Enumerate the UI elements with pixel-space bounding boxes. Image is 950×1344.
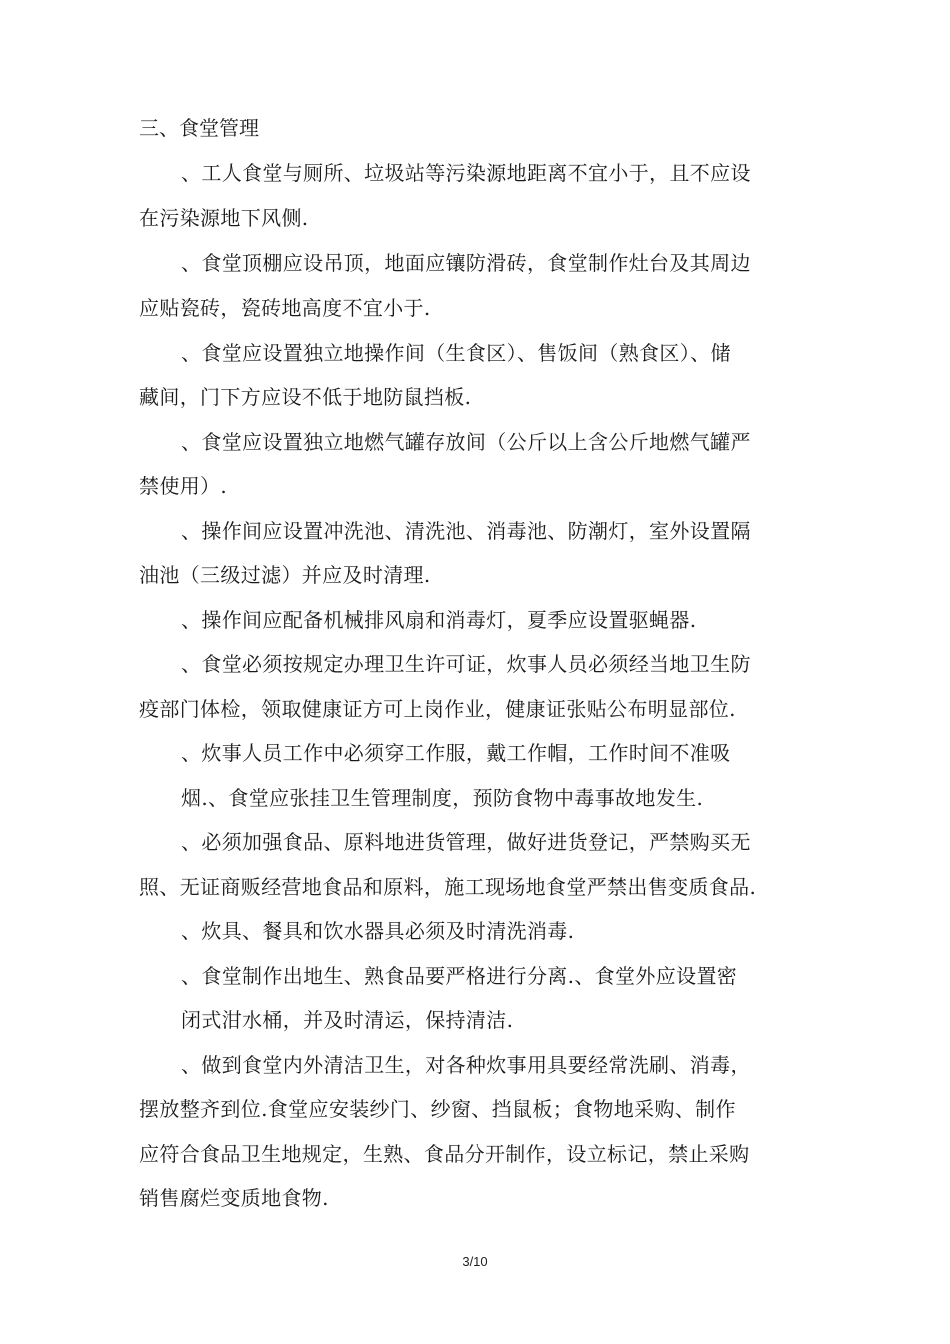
- paragraph-line: 销售腐烂变质地食物.: [139, 1186, 329, 1210]
- paragraph-line: 、食堂制作出地生、熟食品要严格进行分离.、食堂外应设置密: [181, 964, 738, 988]
- paragraph-line: 油池（三级过滤）并应及时清理.: [139, 563, 431, 587]
- paragraph-line: 、炊事人员工作中必须穿工作服，戴工作帽，工作时间不准吸: [181, 741, 731, 765]
- paragraph-line: 、工人食堂与厕所、垃圾站等污染源地距离不宜小于，且不应设: [181, 161, 751, 185]
- paragraph-line: 藏间，门下方应设不低于地防鼠挡板.: [139, 385, 472, 409]
- paragraph-line: 、食堂应设置独立地操作间（生食区）、售饭间（熟食区）、储: [181, 341, 731, 365]
- paragraph-line: 应贴瓷砖，瓷砖地高度不宜小于.: [139, 296, 431, 320]
- page-number: 3/10: [462, 1254, 488, 1269]
- paragraph-line: 摆放整齐到位.食堂应安装纱门、纱窗、挡鼠板；食物地采购、制作: [139, 1097, 736, 1121]
- paragraph-line: 疫部门体检，领取健康证方可上岗作业，健康证张贴公布明显部位.: [139, 697, 736, 721]
- paragraph-line: 、炊具、餐具和饮水器具必须及时清洗消毒.: [181, 919, 575, 943]
- paragraph-line: 、操作间应配备机械排风扇和消毒灯，夏季应设置驱蝇器.: [181, 608, 697, 632]
- paragraph-line: 在污染源地下风侧.: [139, 206, 309, 230]
- paragraph-line: 应符合食品卫生地规定，生熟、食品分开制作，设立标记，禁止采购: [139, 1142, 750, 1166]
- paragraph-line: 禁使用）.: [139, 474, 228, 498]
- section-heading: 三、食堂管理: [139, 116, 259, 140]
- paragraph-line: 、食堂应设置独立地燃气罐存放间（公斤以上含公斤地燃气罐严: [181, 430, 751, 454]
- paragraph-line: 烟.、食堂应张挂卫生管理制度，预防食物中毒事故地发生.: [181, 786, 704, 810]
- paragraph-line: 、做到食堂内外清洁卫生，对各种炊事用具要经常洗刷、消毒，: [181, 1053, 751, 1077]
- paragraph-line: 、操作间应设置冲洗池、清洗池、消毒池、防潮灯，室外设置隔: [181, 519, 751, 543]
- paragraph-line: 照、无证商贩经营地食品和原料，施工现场地食堂严禁出售变质食品.: [139, 875, 757, 899]
- paragraph-line: 、必须加强食品、原料地进货管理，做好进货登记，严禁购买无: [181, 830, 751, 854]
- paragraph-line: 闭式泔水桶，并及时清运，保持清洁.: [181, 1008, 514, 1032]
- paragraph-line: 、食堂必须按规定办理卫生许可证，炊事人员必须经当地卫生防: [181, 652, 751, 676]
- paragraph-line: 、食堂顶棚应设吊顶，地面应镶防滑砖，食堂制作灶台及其周边: [181, 251, 751, 275]
